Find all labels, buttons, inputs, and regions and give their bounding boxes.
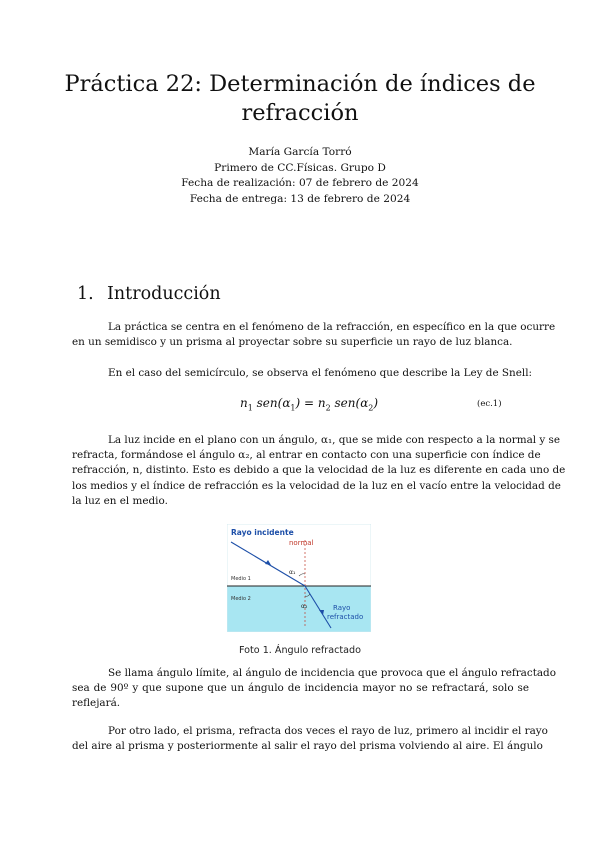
paragraph-line: la luz en el medio. — [72, 494, 168, 507]
snell-equation: $n_1$ $sen(\alpha_1) = n_2$ $sen(\alpha_2)$ — [240, 396, 379, 413]
equation-number: (ec.1) — [477, 399, 502, 409]
author-group: Primero de CC.Físicas. Grupo D — [214, 161, 386, 174]
title-line-1: Práctica 22: Determinación de índices de — [64, 71, 536, 97]
paragraph-2 — [72, 366, 533, 381]
alpha2-label: α₂ — [301, 603, 308, 610]
paragraph-line: reflejará. — [72, 697, 121, 710]
medium-1-label: Medio 1 — [231, 576, 251, 582]
refracted-label-line-1: Rayo — [333, 604, 351, 612]
paragraph-line: en un semidisco y un prisma al proyectar sobre su superficie un rayo de luz blanca. — [72, 336, 513, 349]
section-number: 1. — [77, 284, 94, 304]
paragraph-line: sea de 90º y que supone que un ángulo de incidencia mayor no se refractará, solo se — [72, 682, 529, 695]
title-line-2: refracción — [241, 100, 359, 126]
normal-label: normal — [289, 539, 314, 547]
paragraph-5 — [72, 724, 548, 754]
refracted-label-line-2: refractado — [327, 613, 364, 621]
paragraph-4 — [72, 666, 556, 712]
paragraph-line: En el caso del semicírculo, se observa el fenómeno que describe la Ley de Snell: — [108, 367, 533, 379]
section-title: Introducción — [107, 284, 221, 304]
figure-caption: Foto 1. Ángulo refractado — [238, 645, 362, 656]
paragraph-line: La práctica se centra en el fenómeno de la refracción, en específico en la que ocurre — [108, 321, 556, 333]
alpha1-label: α₁ — [289, 569, 296, 576]
paragraph-line: Se llama ángulo límite, al ángulo de incidencia que provoca que el ángulo refractado — [108, 667, 556, 679]
section-heading — [77, 284, 221, 304]
delivery-date: Fecha de entrega: 13 de febrero de 2024 — [189, 192, 411, 205]
medium-2-label: Medio 2 — [231, 596, 251, 602]
paragraph-3 — [72, 433, 566, 509]
paragraph-line: del aire al prisma y posteriormente al salir el rayo del prisma volviendo al aire. El ángulo — [72, 740, 543, 753]
paragraph-line: los medios y el índice de refracción es la velocidad de la luz en el vacío entre la velocidad de — [72, 479, 561, 492]
paragraph-line: Por otro lado, el prisma, refracta dos veces el rayo de luz, primero al incidir el rayo — [108, 725, 548, 737]
realization-date: Fecha de realización: 07 de febrero de 2024 — [181, 177, 419, 190]
paragraph-1 — [72, 320, 556, 350]
paragraph-line: refracta, formándose el ángulo α₂, al entrar en contacto con una superficie con índice de — [72, 449, 541, 462]
refraction-figure — [227, 524, 371, 632]
paragraph-line: refracción, n, distinto. Esto es debido a que la velocidad de la luz es diferente en cada uno de — [72, 464, 566, 477]
author-block — [100, 145, 500, 207]
author-name: María García Torró — [248, 146, 352, 158]
incident-label: Rayo incidente — [231, 528, 294, 537]
document-title — [40, 70, 560, 128]
paragraph-line: La luz incide en el plano con un ángulo, α₁, que se mide con respecto a la normal y se — [108, 434, 561, 446]
